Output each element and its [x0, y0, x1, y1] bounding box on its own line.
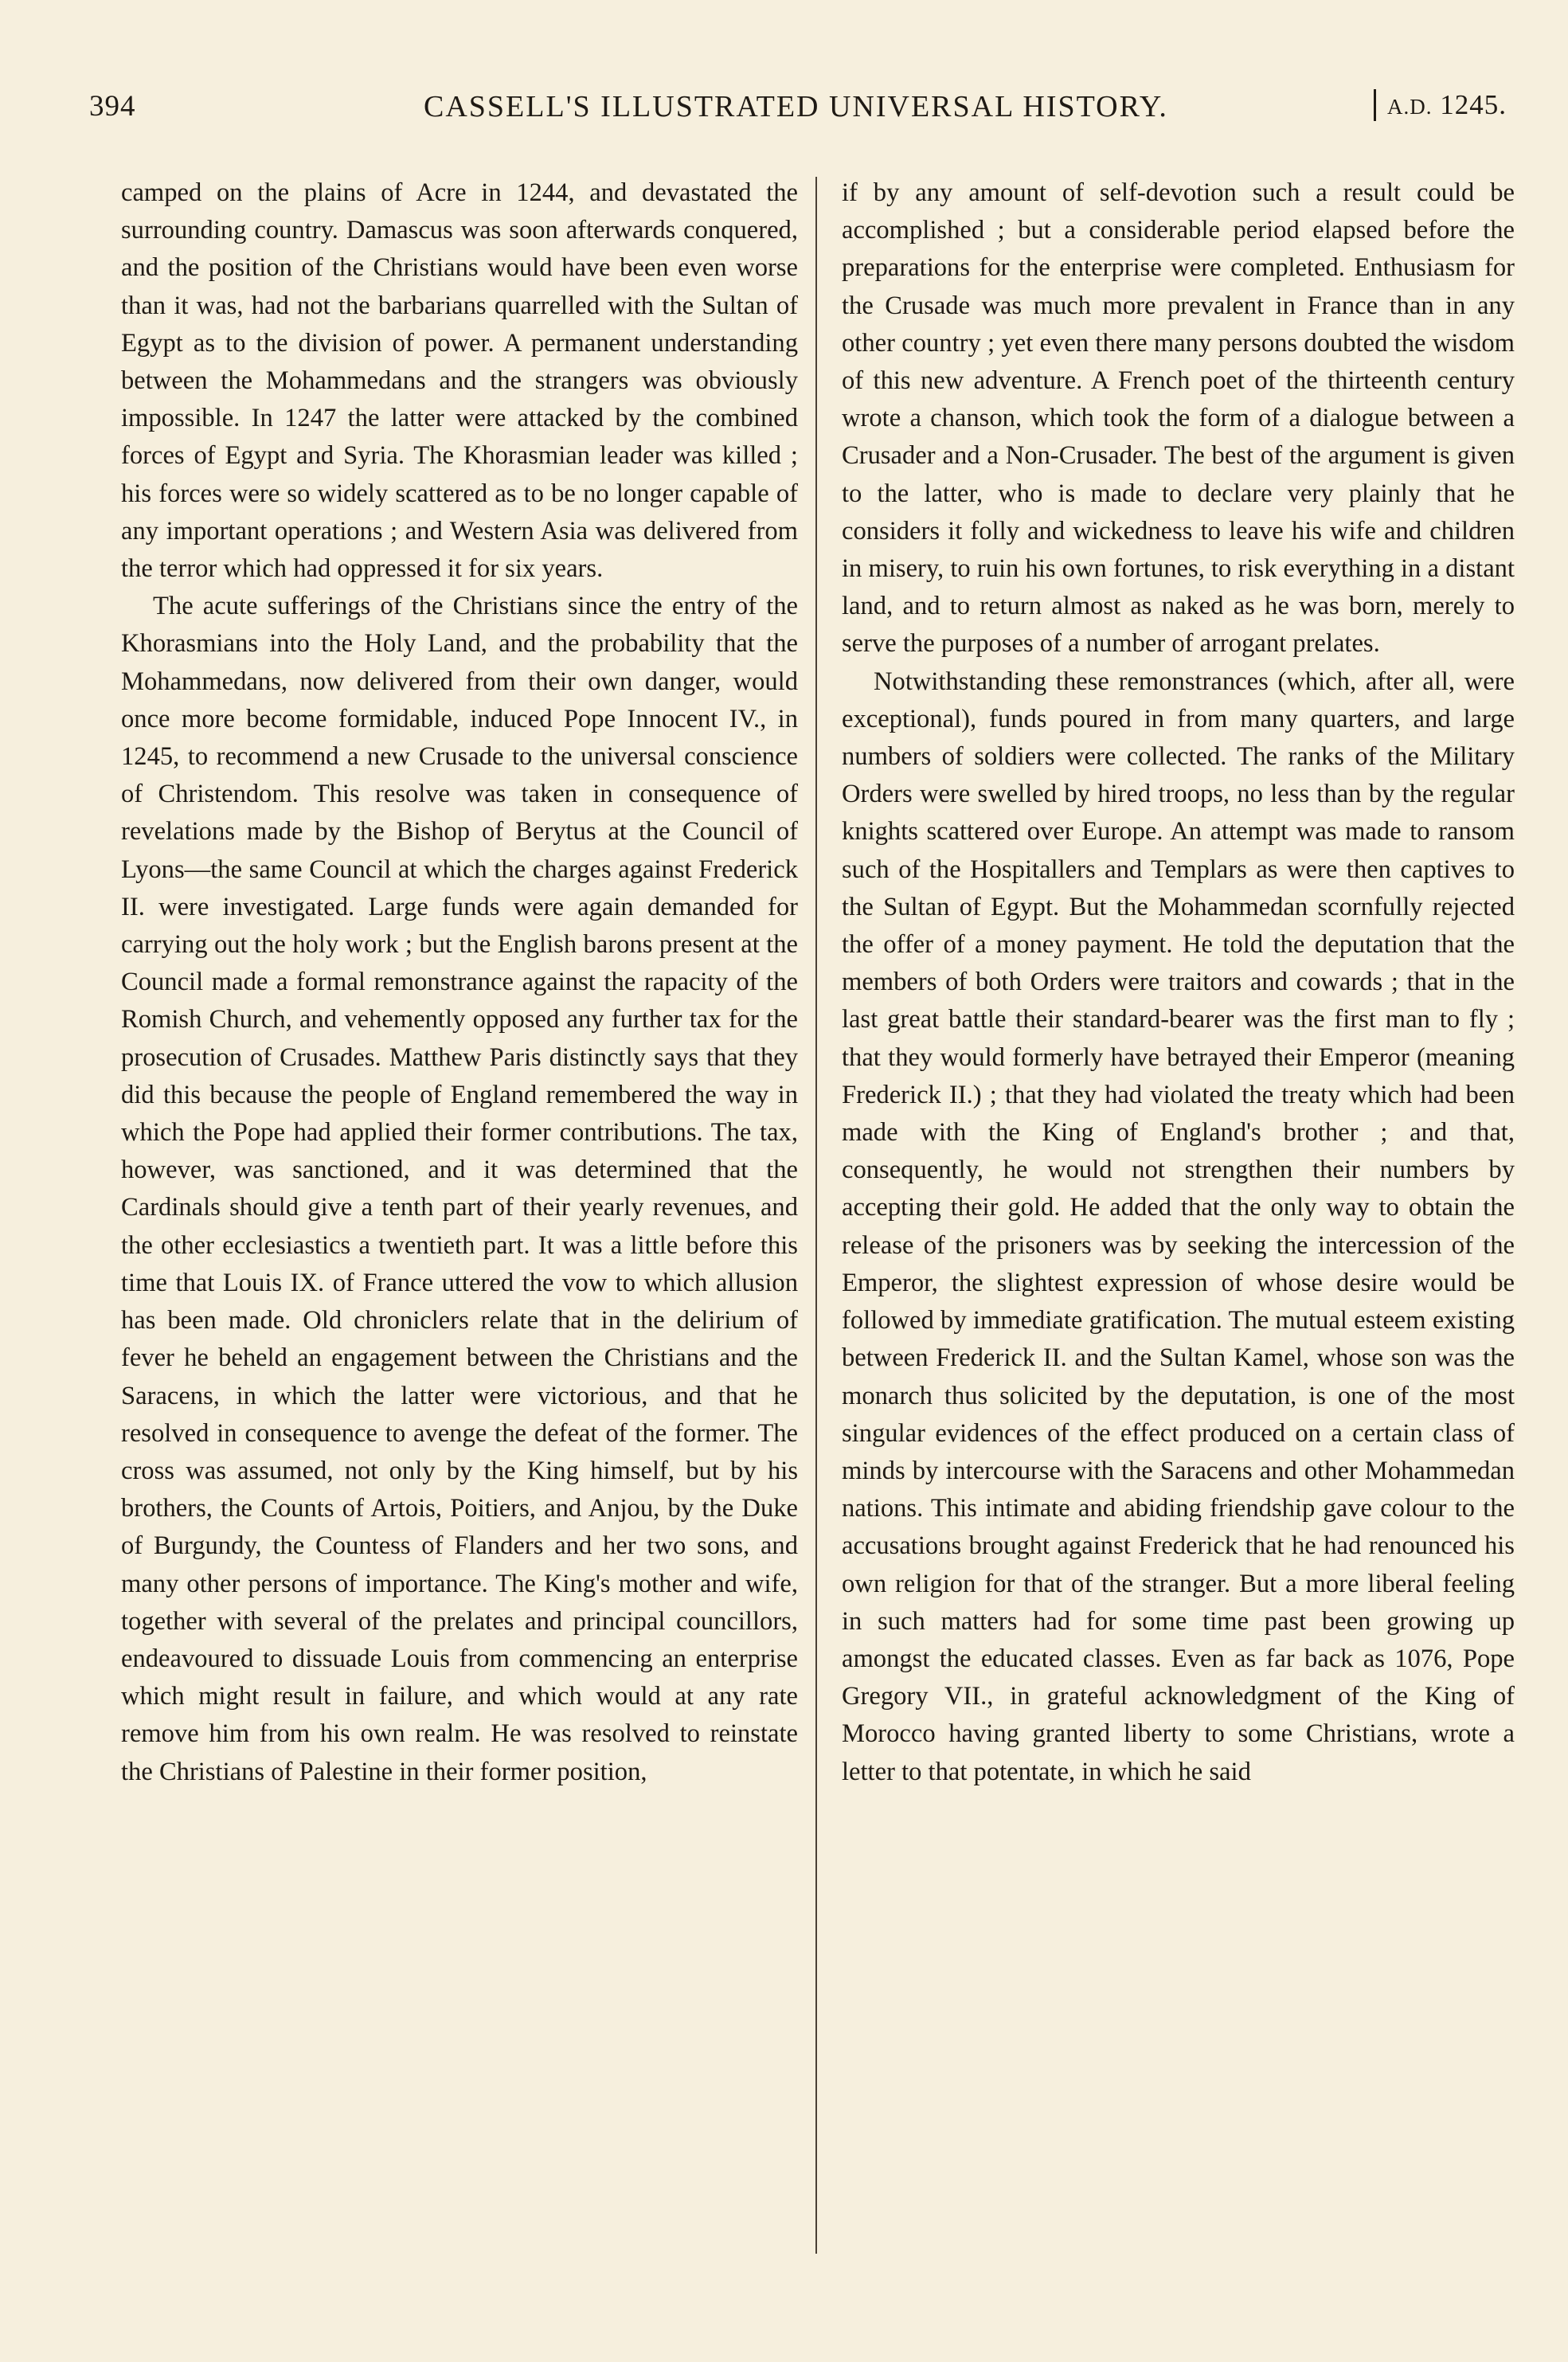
right-column — [842, 174, 1515, 1791]
paragraph: camped on the plains of Acre in 1244, and devastated the surrounding country. Damascus was soon afterwards conquered, and the position of the Christians would have been even worse than it was, had not the barbarians quarrelled with the Sultan of Egypt as to the division of power. A permanent understanding between the Mohammedans and the strangers was obviously impossible. In 1247 the latter were attacked by the combined forces of Egypt and Syria. The Khorasmian leader was killed ; his forces were so widely scattered as to be no longer capable of any important operations ; and Western Asia was delivered from the terror which had oppressed it for six years. — [121, 178, 798, 584]
page-header — [89, 89, 1507, 137]
date-mark — [1374, 89, 1507, 121]
column-divider — [815, 177, 817, 2254]
paragraph: if by any amount of self-devotion such a result could be accomplished ; but a considerable period elapsed before the preparations for the enterprise were completed. Enthusiasm for the Crusade was much more prevalent in France than in any other country ; yet even there many persons doubted the wisdom of this new adventure. A French poet of the thirteenth century wrote a chanson, which took the form of a dialogue between a Crusader and a Non-Crusader. The best of the argument is given to the latter, who is made to declare very plainly that he considers it folly and wickedness to leave his wife and children in misery, to ruin his own fortunes, to risk everything in a distant land, and to return almost as naked as he was born, merely to serve the purposes of a number of arrogant prelates. — [842, 178, 1515, 659]
era-label: A.D. — [1387, 95, 1433, 119]
left-column — [121, 174, 798, 1791]
paragraph: The acute sufferings of the Christians since the entry of the Khorasmians into the Holy Land, and the probability that the Mohammedans, now delivered from their own danger, would once more become formidable, induced Pope Innocent IV., in 1245, to recommend a new Crusade to the universal conscience of Christendom. This resolve was taken in consequence of revelations made by the Bishop of Berytus at the Council of Lyons—the same Council at which the charges against Frederick II. were investigated. Large funds were again demanded for carrying out the holy work ; but the English barons present at the Council made a formal remonstrance against the rapacity of the Romish Church, and vehemently opposed any further tax for the prosecution of Crusades. Matthew Paris distinctly says that they did this because the people of England remembered the way in which the Pope had applied their former contributions. The tax, however, was sanctioned, and it was determined that the Cardinals should give a tenth part of their yearly revenues, and the other ecclesiastics a twentieth part. It was a little before this time that Louis IX. of France uttered the vow to which allusion has been made. Old chroniclers relate that in the delirium of fever he beheld an engagement between the Christians and the Saracens, in which the latter were victorious, and that he resolved in consequence to avenge the defeat of the former. The cross was assumed, not only by the King himself, but by his brothers, the Counts of Artois, Poitiers, and Anjou, by the Duke of Burgundy, the Countess of Flanders and her two sons, and many other persons of importance. The King's mother and wife, together with several of the prelates and principal councillors, endeavoured to dissuade Louis from commencing an enterprise which might result in failure, and which would at any rate remove him from his own realm. He was resolved to reinstate the Christians of Palestine in their former position, — [121, 592, 798, 1786]
running-title: CASSELL'S ILLUSTRATED UNIVERSAL HISTORY. — [424, 90, 1168, 123]
paragraph: Notwithstanding these remonstrances (which, after all, were exceptional), funds poured in from many quarters, and large numbers of soldiers were collected. The ranks of the Military Orders were swelled by hired troops, no less than by the regular knights scattered over Europe. An attempt was made to ransom such of the Hospitallers and Templars as were then captives to the Sultan of Egypt. But the Mohammedan scornfully rejected the offer of a money payment. He told the deputation that the members of both Orders were traitors and cowards ; that in the last great battle their standard-bearer was the first man to fly ; that they would formerly have betrayed their Emperor (meaning Frederick II.) ; that they had violated the treaty which had been made with the King of England's brother ; and that, consequently, he would not strengthen their numbers by accepting their gold. He added that the only way to obtain the release of the prisoners was by seeking the intercession of the Emperor, the slightest expression of whose desire would be followed by immediate gratification. The mutual esteem existing between Frederick II. and the Sultan Kamel, whose son was the monarch thus solicited by the deputation, is one of the most singular evidences of the effect produced on a certain class of minds by intercourse with the Saracens and other Mohammedan nations. This intimate and abiding friendship gave colour to the accusations brought against Frederick that he had renounced his own religion for that of the stranger. But a more liberal feeling in such matters had for some time past been growing up amongst the educated classes. Even as far back as 1076, Pope Gregory VII., in grateful acknowledgment of the King of Morocco having granted liberty to some Christians, wrote a letter to that potentate, in which he said — [842, 667, 1515, 1786]
year-label: 1245. — [1440, 89, 1507, 120]
page-number: 394 — [89, 90, 136, 123]
